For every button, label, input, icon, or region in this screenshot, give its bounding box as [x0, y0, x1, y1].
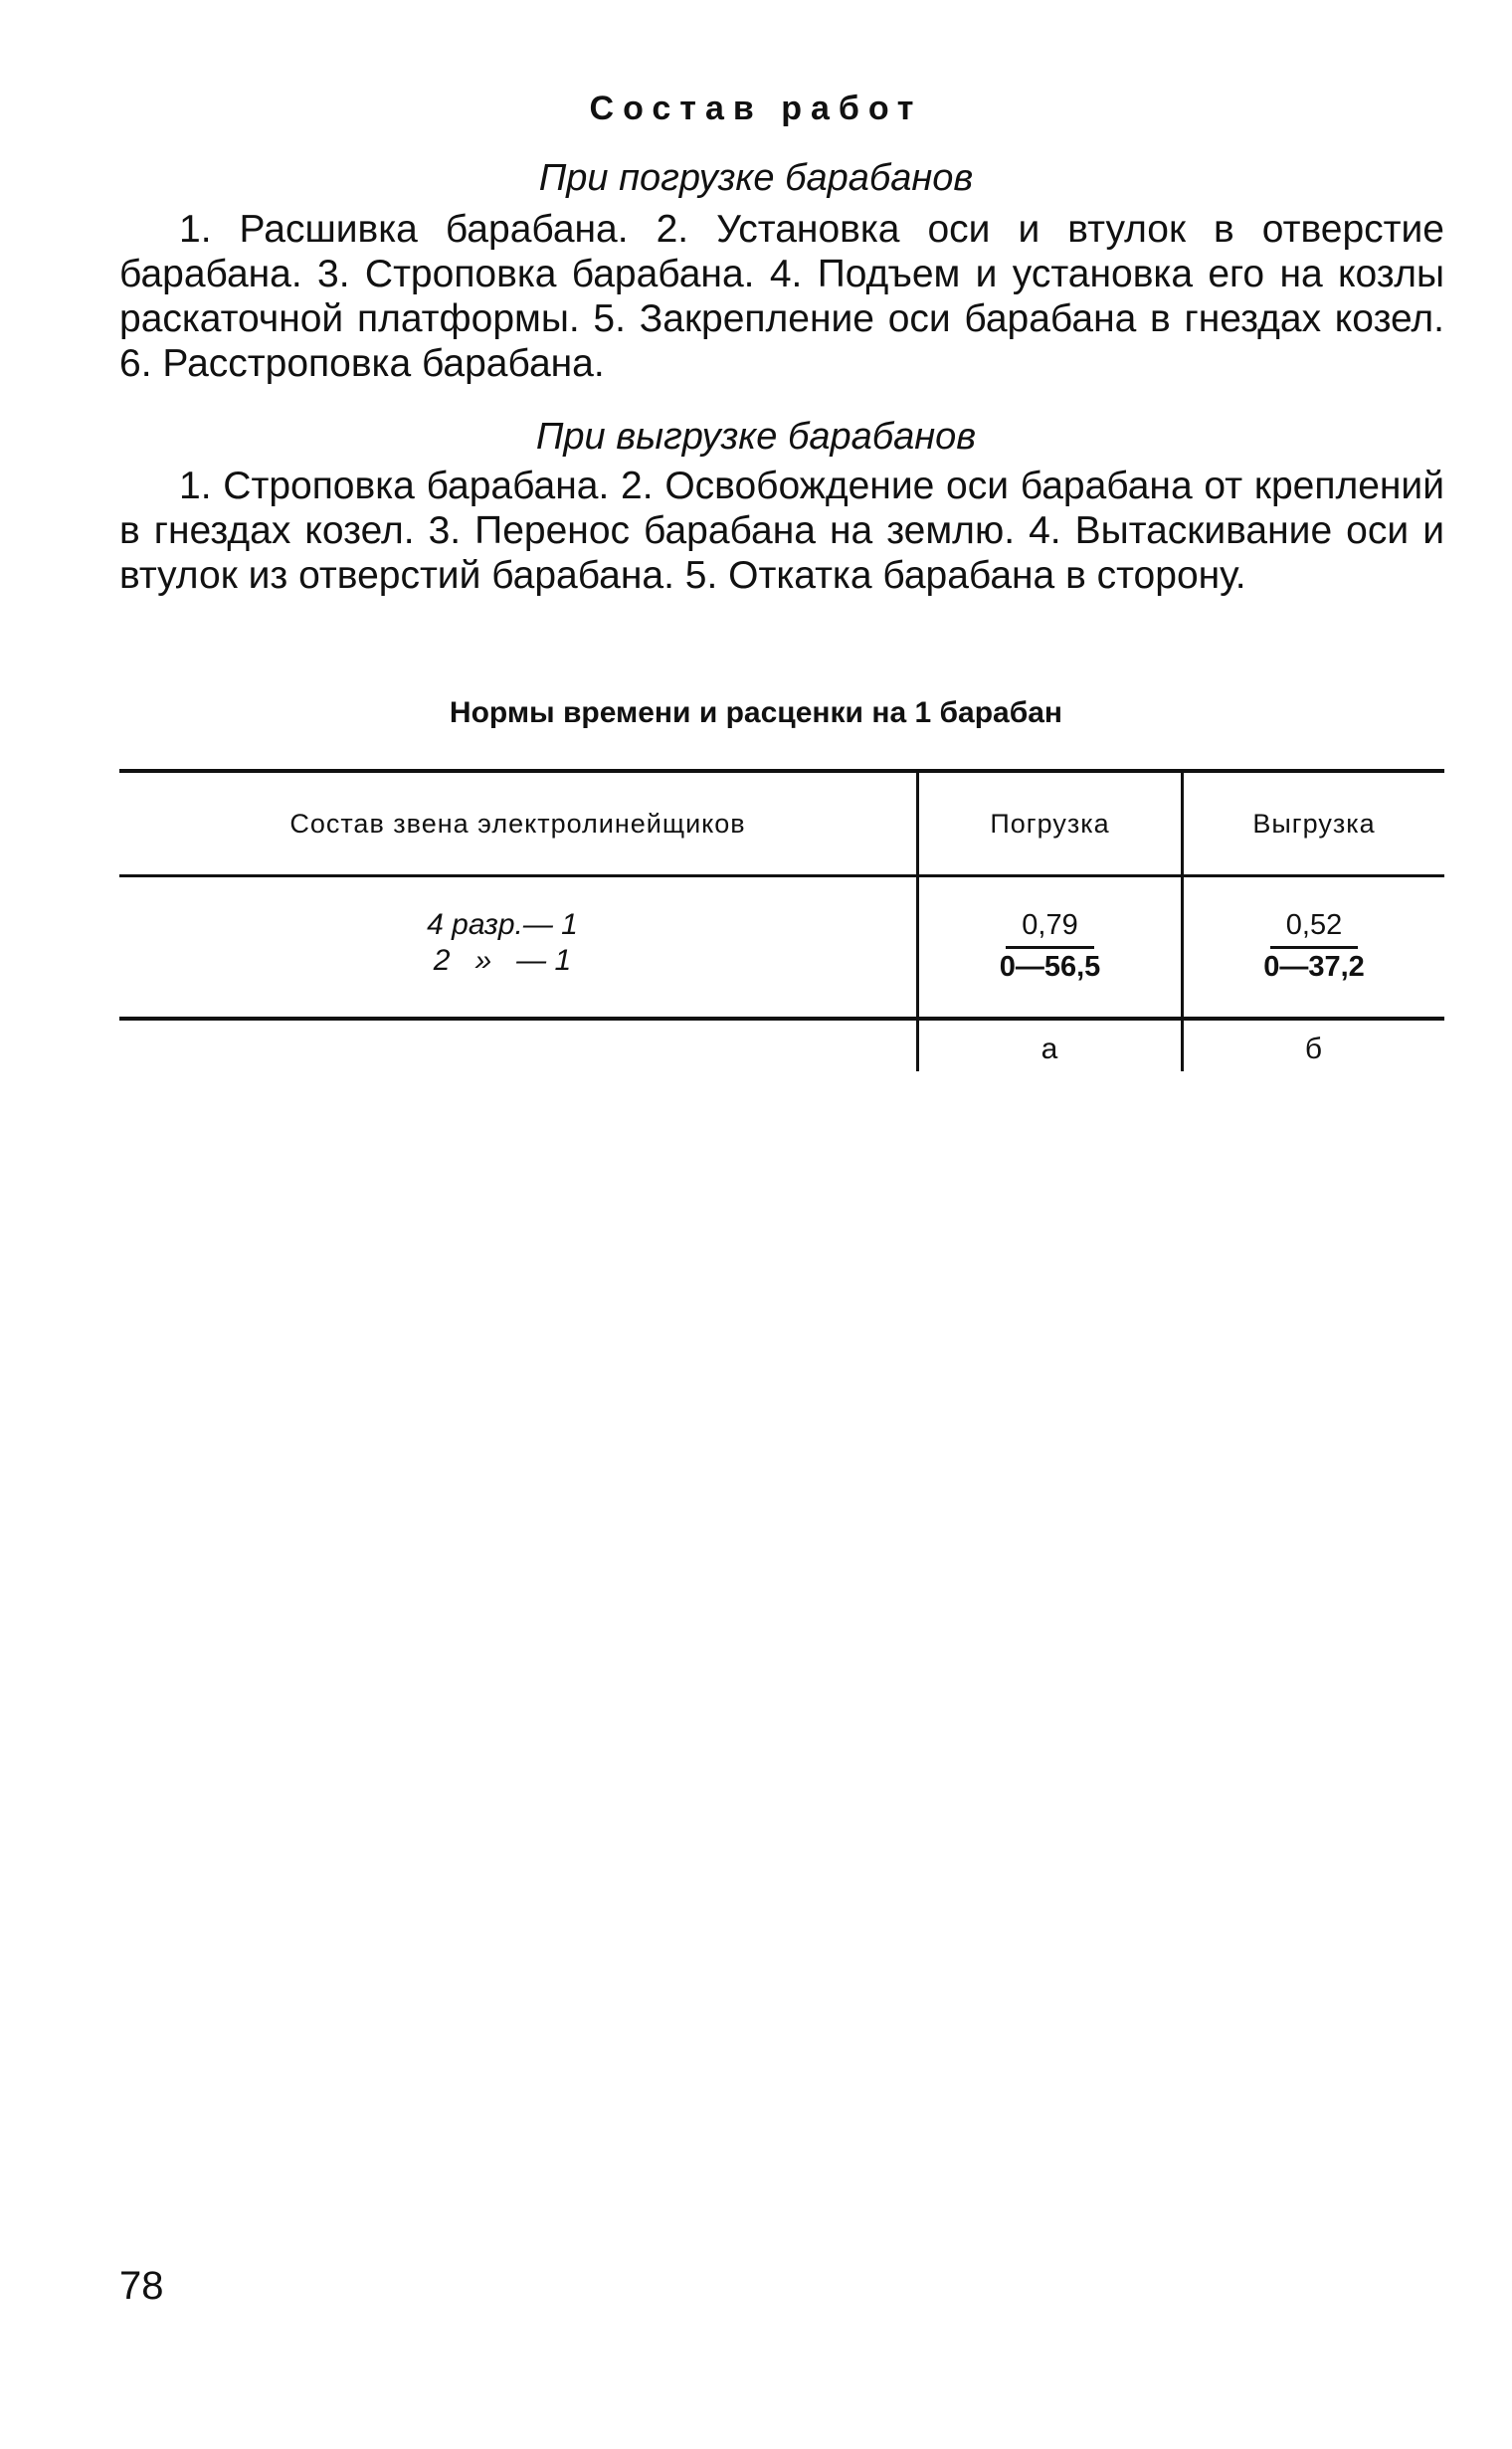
table-title: Нормы времени и расценки на 1 барабан — [449, 696, 1063, 729]
unloading-heading: При выгрузке барабанов — [535, 416, 977, 458]
loading-steps-paragraph: 1. Расшивка барабана. 2. Установка оси и втулок в отверстие барабана. 3. Строповка барабана. 4. Подъем и установка его на козлы раскаточной платформы. 5. Закрепление оси барабана в гнездах козел. 6. Расстроповка барабана. — [119, 208, 1444, 385]
section-title: Состав работ — [589, 90, 923, 127]
table-header-rule — [119, 874, 1444, 877]
header-crew: Состав звена электролинейщиков — [289, 808, 746, 839]
page-number: 78 — [119, 2264, 164, 2308]
header-unloading: Выгрузка — [1252, 808, 1376, 839]
loading-norm-fraction — [919, 909, 1181, 984]
header-loading: Погрузка — [990, 808, 1110, 839]
unloading-time-norm: 0,52 — [1270, 909, 1358, 949]
unloading-steps-paragraph: 1. Строповка барабана. 2. Освобождение оси барабана от креплений в гнездах козел. 3. Перенос барабана на землю. 4. Вытаскивание оси и втулок из отверстий барабана. 5. Откатка барабана в сторону. — [119, 465, 1444, 597]
crew-line: 4 разр.— 1 — [427, 908, 578, 941]
unloading-norm-fraction — [1184, 909, 1444, 984]
column-letter-unloading: б — [1304, 1033, 1324, 1065]
table-bottom-rule — [119, 1017, 1444, 1021]
loading-rate: 0—56,5 — [999, 951, 1101, 983]
loading-heading: При погрузке барабанов — [538, 157, 974, 199]
unloading-rate: 0—37,2 — [1263, 951, 1365, 983]
crew-line: 2 » — 1 — [433, 944, 572, 977]
column-letter-loading: а — [1040, 1033, 1059, 1065]
loading-time-norm: 0,79 — [1006, 909, 1093, 949]
crew-composition — [368, 907, 637, 979]
